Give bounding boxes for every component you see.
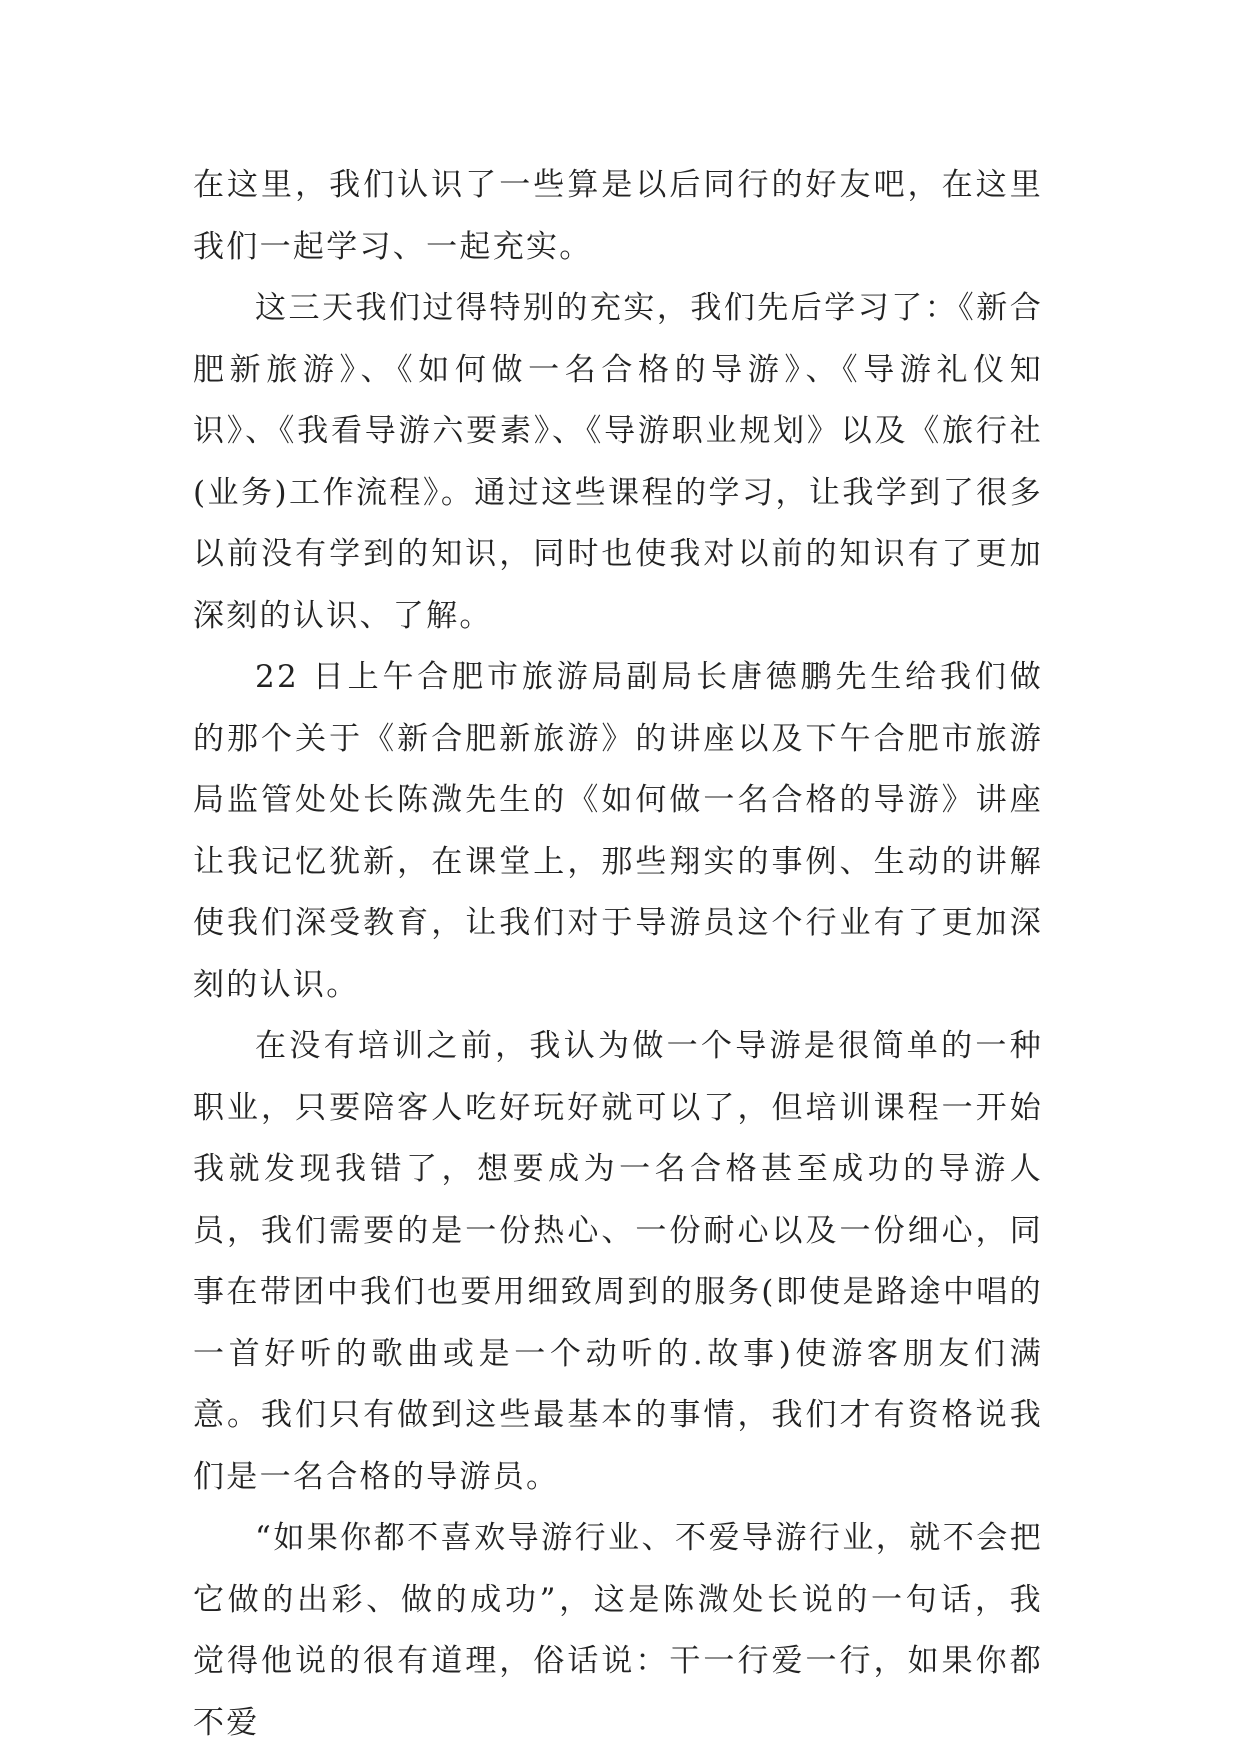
- paragraph-2: 这三天我们过得特别的充实，我们先后学习了：《新合肥新旅游》、《如何做一名合格的导游》、《导游礼仪知识》、《我看导游六要素》、《导游职业规划》以及《旅行社(业务)工作流程》。通过这些课程的学习，让我学到了很多以前没有学到的知识，同时也使我对以前的知识有了更加深刻的认识、了解。: [193, 290, 1043, 634]
- paragraph-1: 在这里，我们认识了一些算是以后同行的好友吧，在这里我们一起学习、一起充实。: [193, 167, 1043, 265]
- paragraph-4: 在没有培训之前，我认为做一个导游是很简单的一种职业，只要陪客人吃好玩好就可以了，但培训课程一开始我就发现我错了，想要成为一名合格甚至成功的导游人员，我们需要的是一份热心、一份耐心以及一份细心，同事在带团中我们也要用细致周到的服务(即使是路途中唱的一首好听的歌曲或是一个动听的.故事)使游客朋友们满意。我们只有做到这些最基本的事情，我们才有资格说我们是一名合格的导游员。: [193, 1028, 1043, 1495]
- paragraph-3: 22 日上午合肥市旅游局副局长唐德鹏先生给我们做的那个关于《新合肥新旅游》的讲座以及下午合肥市旅游局监管处处长陈溦先生的《如何做一名合格的导游》讲座让我记忆犹新，在课堂上，那些翔实的事例、生动的讲解使我们深受教育，让我们对于导游员这个行业有了更加深刻的认识。: [193, 659, 1043, 1003]
- paragraph-5: “如果你都不喜欢导游行业、不爱导游行业，就不会把它做的出彩、做的成功”，这是陈溦处长说的一句话，我觉得他说的很有道理，俗话说：干一行爱一行，如果你都不爱: [193, 1520, 1043, 1741]
- document-body: [193, 155, 1043, 1754]
